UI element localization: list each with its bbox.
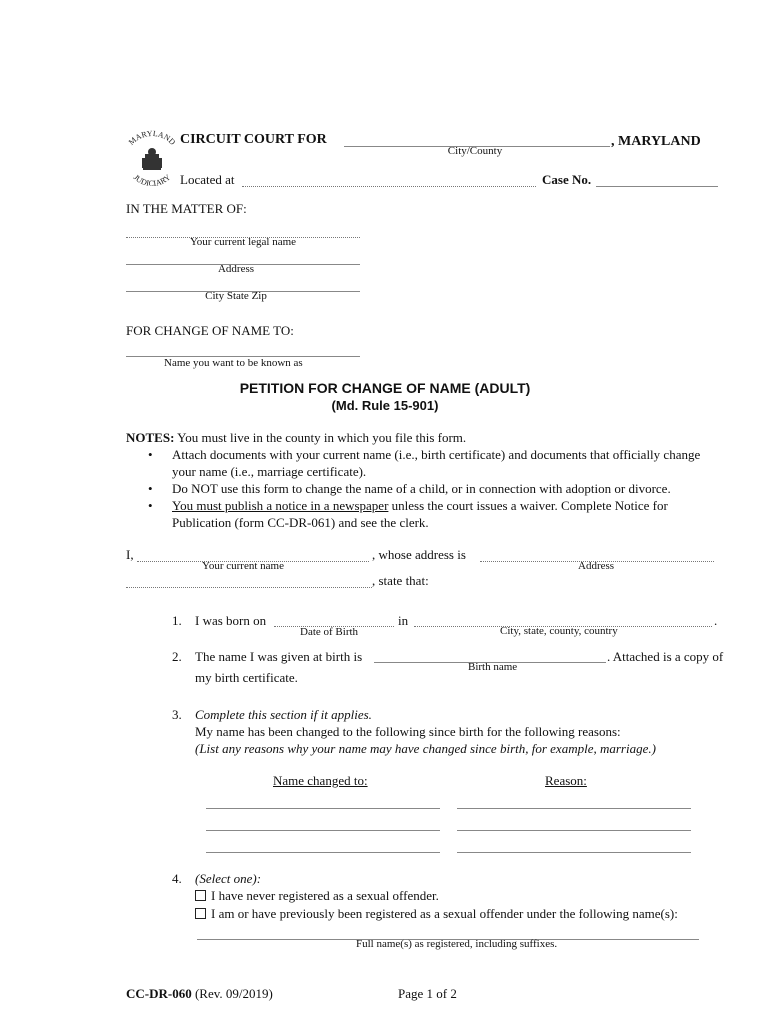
registered-checkbox[interactable] [195, 908, 206, 919]
court-prefix: CIRCUIT COURT FOR [180, 132, 327, 147]
located-at-label: Located at [180, 172, 235, 187]
statement-name-label: Your current name [202, 560, 284, 572]
name-changed-field-3[interactable] [206, 852, 440, 853]
name-changed-field-2[interactable] [206, 830, 440, 831]
statement-address-label: Address [578, 560, 615, 572]
new-name-label: Name you want to be known as [164, 357, 303, 369]
case-no-field[interactable] [596, 186, 718, 187]
item1-text: I was born on [195, 613, 267, 628]
statement-address-cont-field[interactable] [126, 587, 372, 588]
item2-num: 2. [172, 649, 182, 664]
never-registered-checkbox[interactable] [195, 890, 206, 901]
item3-num: 3. [172, 707, 182, 722]
note-item-1-cont: your name (i.e., marriage certificate). [172, 464, 367, 479]
form-code: CC-DR-060 [126, 986, 192, 1001]
reason-field-3[interactable] [457, 852, 691, 853]
birth-name-label: Birth name [468, 661, 518, 673]
note-item-3 [172, 498, 668, 514]
svg-text:JUDICIARY [132, 173, 173, 188]
state-that-label: , state that: [372, 573, 429, 588]
note-item-3-cont: Publication (form CC-DR-061) and see the clerk. [172, 515, 429, 530]
item1-period: . [714, 613, 718, 628]
item1-num: 1. [172, 613, 182, 628]
item2-line2: my birth certificate. [195, 670, 298, 685]
footer-form-code [126, 986, 273, 1002]
maryland-judiciary-seal [118, 126, 186, 194]
seal-text-top: MARYLAND [126, 128, 178, 147]
page-number: Page 1 of 2 [398, 986, 457, 1001]
item4-instruction: (Select one): [195, 871, 262, 886]
seal-text-bottom: JUDICIARY [131, 172, 173, 189]
col-name-changed-to: Name changed to: [273, 773, 368, 788]
reason-field-1[interactable] [457, 808, 691, 809]
reason-field-2[interactable] [457, 830, 691, 831]
i-label: I, [126, 547, 134, 562]
note-item-2: Do NOT use this form to change the name of a child, or in connection with adoption or divorce. [172, 481, 671, 496]
city-county-label: City/County [447, 145, 503, 157]
name-changed-field-1[interactable] [206, 808, 440, 809]
birth-place-label: City, state, county, country [500, 625, 618, 637]
note-item-1: Attach documents with your current name (i.e., birth certificate) and documents that officially change [172, 447, 701, 462]
bullet-1: • [148, 447, 153, 462]
svg-text:MARYLAND [127, 129, 177, 147]
item4-option1-row[interactable] [195, 888, 439, 904]
seal-emblem-icon [142, 148, 162, 170]
registered-names-label: Full name(s) as registered, including suffixes. [356, 938, 558, 950]
notes-label: NOTES: [126, 430, 175, 445]
registered-label: I am or have previously been registered as a sexual offender under the following name(s): [211, 906, 678, 921]
publish-notice-link[interactable]: You must publish a notice in a newspaper [172, 498, 389, 513]
bullet-3: • [148, 498, 153, 513]
item3-hint: (List any reasons why your name may have changed since birth, for example, marriage.) [195, 741, 656, 756]
item2-text: The name I was given at birth is [195, 649, 363, 664]
city-state-zip-label: City State Zip [205, 290, 267, 302]
notes-intro: You must live in the county in which you file this form. [174, 430, 467, 445]
col-reason: Reason: [545, 773, 587, 788]
item3-text: My name has been changed to the following since birth for the following reasons: [195, 724, 621, 739]
form-subtitle: (Md. Rule 15-901) [331, 398, 439, 413]
form-revision: (Rev. 09/2019) [191, 986, 273, 1001]
publish-rest: unless the court issues a waiver. Complete Notice for [388, 498, 668, 513]
address-label: Address [217, 263, 255, 275]
item4-option2-row[interactable] [195, 906, 678, 922]
form-title: PETITION FOR CHANGE OF NAME (ADULT) [239, 380, 531, 396]
never-registered-label: I have never registered as a sexual offender. [211, 888, 439, 903]
located-at-field[interactable] [242, 186, 536, 187]
item3-instruction: Complete this section if it applies. [195, 707, 372, 722]
item1-in: in [398, 613, 409, 628]
bullet-2: • [148, 481, 153, 496]
court-suffix: , MARYLAND [611, 134, 701, 149]
current-legal-name-label: Your current legal name [189, 236, 297, 248]
notes-line [126, 430, 466, 446]
item4-num: 4. [172, 871, 182, 886]
seal-graphic [118, 126, 186, 194]
matter-heading: IN THE MATTER OF: [126, 201, 247, 216]
whose-address-label: , whose address is [372, 547, 466, 562]
case-no-label: Case No. [542, 172, 592, 187]
change-to-heading: FOR CHANGE OF NAME TO: [126, 323, 294, 338]
date-of-birth-label: Date of Birth [300, 626, 359, 638]
item2-attached: . Attached is a copy of [607, 649, 724, 664]
